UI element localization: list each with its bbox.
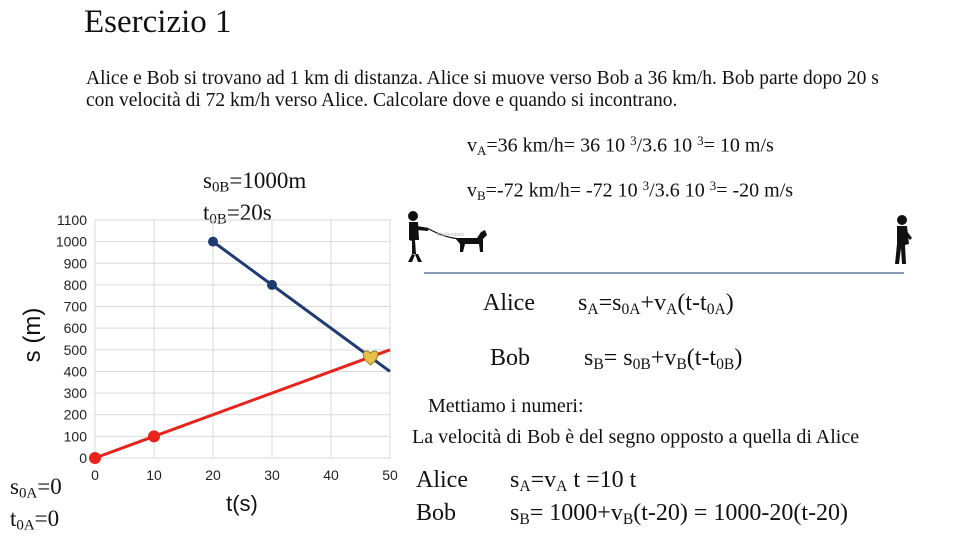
num-alice-equation: $s_A=v_A$ t =10 t bbox=[510, 467, 637, 495]
alice-data-point bbox=[148, 430, 160, 442]
walker-with-dog-icon bbox=[403, 208, 493, 264]
y-tick-label: 900 bbox=[63, 255, 87, 272]
y-tick-label: 100 bbox=[63, 428, 87, 445]
walking-person-icon bbox=[886, 214, 922, 268]
y-tick-label: 200 bbox=[63, 406, 87, 423]
problem-statement: Alice e Bob si trovano ad 1 km di distanza. Alice si muove verso Bob a 36 km/h. Bob parte dopo 20 s con velocità di 72 km/h verso Alice. Calcolare dove e quando si incontrano. bbox=[86, 68, 879, 111]
ground-line bbox=[424, 272, 904, 274]
y-tick-label: 1100 bbox=[56, 212, 87, 228]
law-alice-name: Alice bbox=[483, 290, 535, 316]
y-tick-label: 700 bbox=[63, 298, 87, 315]
x-tick-label: 20 bbox=[205, 467, 221, 483]
s0a-label: $s_{0A}=0$ bbox=[10, 474, 62, 502]
slide-title: Esercizio 1 bbox=[84, 4, 232, 40]
x-tick-label: 30 bbox=[264, 467, 280, 483]
alice-data-point bbox=[89, 452, 101, 464]
s0b-label: $s_{0B}=1000m$ bbox=[203, 168, 307, 196]
vb-conversion: $v_B=-72$ km/h= -72 10 $^3$/3.6 10 $^3$= -20 m/s bbox=[467, 178, 794, 203]
y-tick-label: 300 bbox=[63, 385, 87, 402]
t0b-label: $t_{0B}=20s$ bbox=[203, 200, 272, 228]
y-tick-label: 800 bbox=[63, 276, 87, 293]
law-bob-equation: $s_B= s_{0B}+v_B(t-t_{0B})$ bbox=[584, 345, 743, 373]
bob-data-point bbox=[208, 237, 218, 247]
law-alice-equation: $s_A=s_{0A}+v_A(t-t_{0A})$ bbox=[578, 290, 734, 318]
va-conversion: $v_A=36$ km/h= 36 10 $^3$/3.6 10 $^3$= 10 m/s bbox=[467, 133, 774, 158]
x-tick-label: 0 bbox=[91, 467, 99, 483]
law-bob-name: Bob bbox=[490, 345, 531, 371]
meeting-point-marker bbox=[363, 351, 377, 365]
y-tick-label: 600 bbox=[63, 320, 87, 337]
y-axis-label: s (m) bbox=[19, 307, 46, 363]
note-numbers: Mettiamo i numeri: bbox=[428, 395, 584, 417]
y-tick-label: 1000 bbox=[55, 233, 87, 250]
x-tick-label: 50 bbox=[382, 467, 398, 483]
alice-series-line bbox=[95, 350, 390, 458]
x-tick-label: 40 bbox=[323, 467, 339, 483]
svg-text:shutterstock: shutterstock bbox=[437, 232, 464, 238]
note-sign: La velocità di Bob è del segno opposto a quella di Alice bbox=[412, 426, 860, 448]
y-tick-label: 400 bbox=[63, 363, 87, 380]
x-tick-label: 10 bbox=[146, 467, 162, 483]
x-axis-label: t(s) bbox=[226, 491, 258, 516]
num-alice-name: Alice bbox=[416, 467, 468, 493]
t0a-label: $t_{0A}=0$ bbox=[10, 506, 60, 534]
bob-data-point bbox=[267, 280, 277, 290]
y-tick-label: 0 bbox=[79, 450, 87, 466]
num-bob-equation: $s_B= 1000+v_B(t-20) = 1000-20(t-20)$ bbox=[510, 500, 849, 528]
y-tick-label: 500 bbox=[63, 341, 87, 358]
num-bob-name: Bob bbox=[416, 500, 457, 526]
